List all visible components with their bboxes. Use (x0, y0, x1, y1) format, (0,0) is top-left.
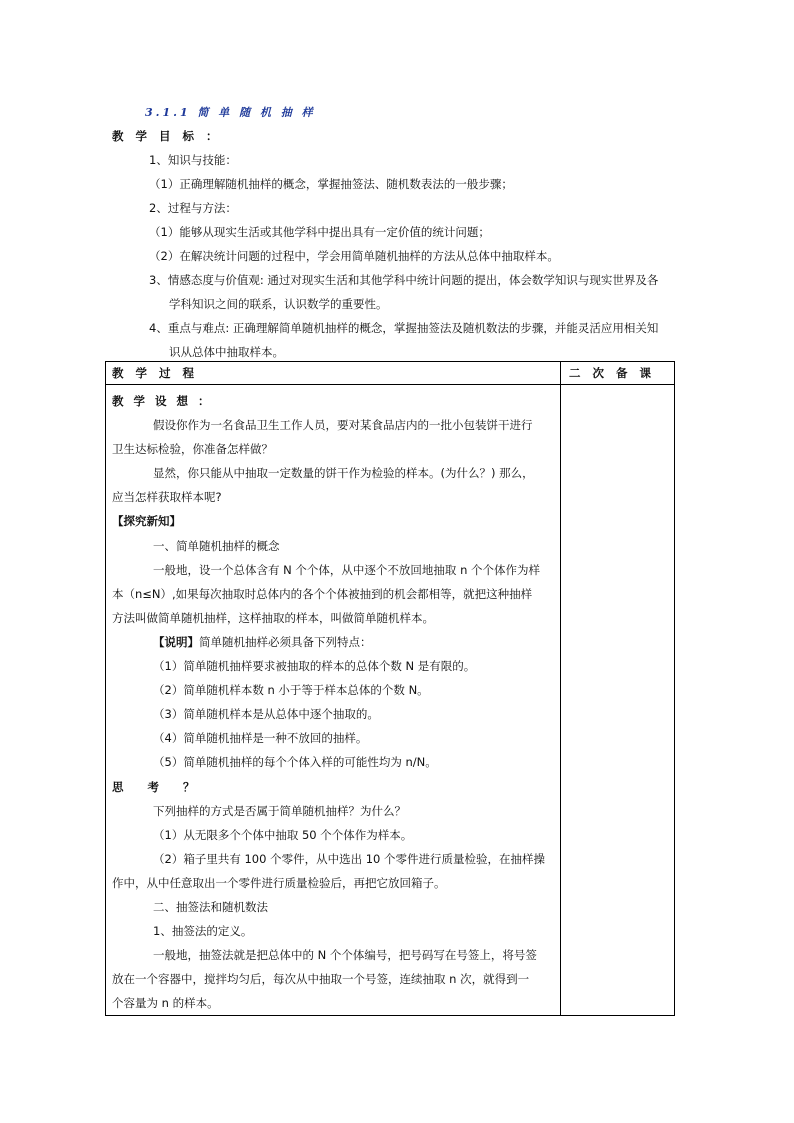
section2-para-line3: 个容量为 n 的样本。 (112, 996, 219, 1011)
think-q1: （1）从无限多个个体中抽取 50 个个体作为样本。 (153, 827, 413, 842)
think-heading: 思 考 ？ (112, 779, 205, 794)
objectives-heading: 教 学 目 标 ： (112, 129, 222, 143)
objective-attitude-line2: 学科知识之间的联系，认识数学的重要性。 (169, 297, 388, 311)
section1-para-line2: 本（n≤N）,如果每次抽取时总体内的各个个体被抽到的机会都相等，就把这种抽样 (112, 586, 533, 601)
table-body-row (106, 385, 675, 1016)
think-q2-line2: 作中，从中任意取出一个零件进行质量检验后，再把它放回箱子。 (112, 875, 446, 890)
feature-3: （3）简单随机样本是从总体中逐个抽取的。 (153, 707, 379, 722)
objective-keypoints-line2: 识从总体中抽取样本。 (169, 345, 284, 359)
think-question: 下列抽样的方式是否属于简单随机抽样？为什么？ (153, 803, 406, 818)
explore-heading: 【探究新知】 (112, 514, 181, 529)
teaching-process-cell (106, 385, 561, 1016)
note-line (112, 630, 554, 654)
objective-process-2: （2）在解决统计问题的过程中，学会用简单随机抽样的方法从总体中抽取样本。 (149, 249, 559, 263)
objectives-section (112, 124, 682, 364)
design-heading: 教 学 设 想 ： (112, 394, 213, 408)
note-text: 简单随机抽样必须具备下列特点： (199, 634, 372, 649)
section1-para-line3: 方法叫做简单随机抽样，这样抽取的样本，叫做简单随机样本。 (112, 610, 434, 625)
section1-para-line1: 一般地，设一个总体含有 N 个个体，从中逐个不放回地抽取 n 个个体作为样 (153, 562, 541, 577)
feature-4: （4）简单随机抽样是一种不放回的抽样。 (153, 731, 368, 746)
feature-1: （1）简单随机抽样要求被抽取的样本的总体个数 N 是有限的。 (153, 659, 476, 674)
objective-process-1: （1）能够从现实生活或其他学科中提出具有一定价值的统计问题； (149, 225, 490, 239)
section1-title: 一、简单随机抽样的概念 (153, 538, 280, 553)
design-para1-line2: 卫生达标检验，你准备怎样做？ (112, 442, 273, 457)
section2-title: 二、抽签法和随机数法 (153, 899, 268, 914)
page-title: 3.1.1 简 单 随 机 抽 样 (145, 106, 316, 119)
table-header-row (106, 362, 675, 385)
note-label: 【说明】 (153, 634, 199, 649)
second-prep-cell (561, 385, 675, 1016)
design-para1-line1: 假设你作为一名食品卫生工作人员，要对某食品店内的一批小包装饼干进行 (153, 418, 533, 433)
objective-attitude-line1: 3、情感态度与价值观: 通过对现实生活和其他学科中统计问题的提出，体会数学知识与现实世界及各 (149, 273, 659, 287)
objective-keypoints-line1: 4、重点与难点: 正确理解简单随机抽样的概念，掌握抽签法及随机数法的步骤，并能灵活应用相关知 (149, 321, 659, 335)
think-q2-line1: （2）箱子里共有 100 个零件，从中选出 10 个零件进行质量检验，在抽样操 (153, 851, 546, 866)
objective-knowledge-1: （1）正确理解随机抽样的概念，掌握抽签法、随机数表法的一般步骤； (149, 177, 513, 191)
design-para2-line2: 应当怎样获取样本呢? (112, 490, 222, 505)
col-teaching-process: 教 学 过 程 (106, 362, 561, 385)
objective-process: 2、过程与方法： (149, 201, 237, 215)
section2-para-line2: 放在一个容器中，搅拌均匀后，每次从中抽取一个号签，连续抽取 n 次，就得到一 (112, 972, 530, 987)
feature-5: （5）简单随机抽样的每个个体入样的可能性均为 n/N。 (153, 755, 437, 770)
section2-para-line1: 一般地，抽签法就是把总体中的 N 个个体编号，把号码写在号签上，将号签 (153, 948, 537, 963)
feature-2: （2）简单随机样本数 n 小于等于样本总体的个数 N。 (153, 683, 429, 698)
col-second-prep: 二 次 备 课 (561, 362, 675, 385)
objective-knowledge: 1、知识与技能： (149, 153, 237, 167)
design-para2-line1: 显然，你只能从中抽取一定数量的饼干作为检验的样本。(为什么？) 那么， (153, 466, 534, 481)
lesson-table (105, 361, 675, 1016)
section2-sub: 1、抽签法的定义。 (153, 924, 253, 939)
